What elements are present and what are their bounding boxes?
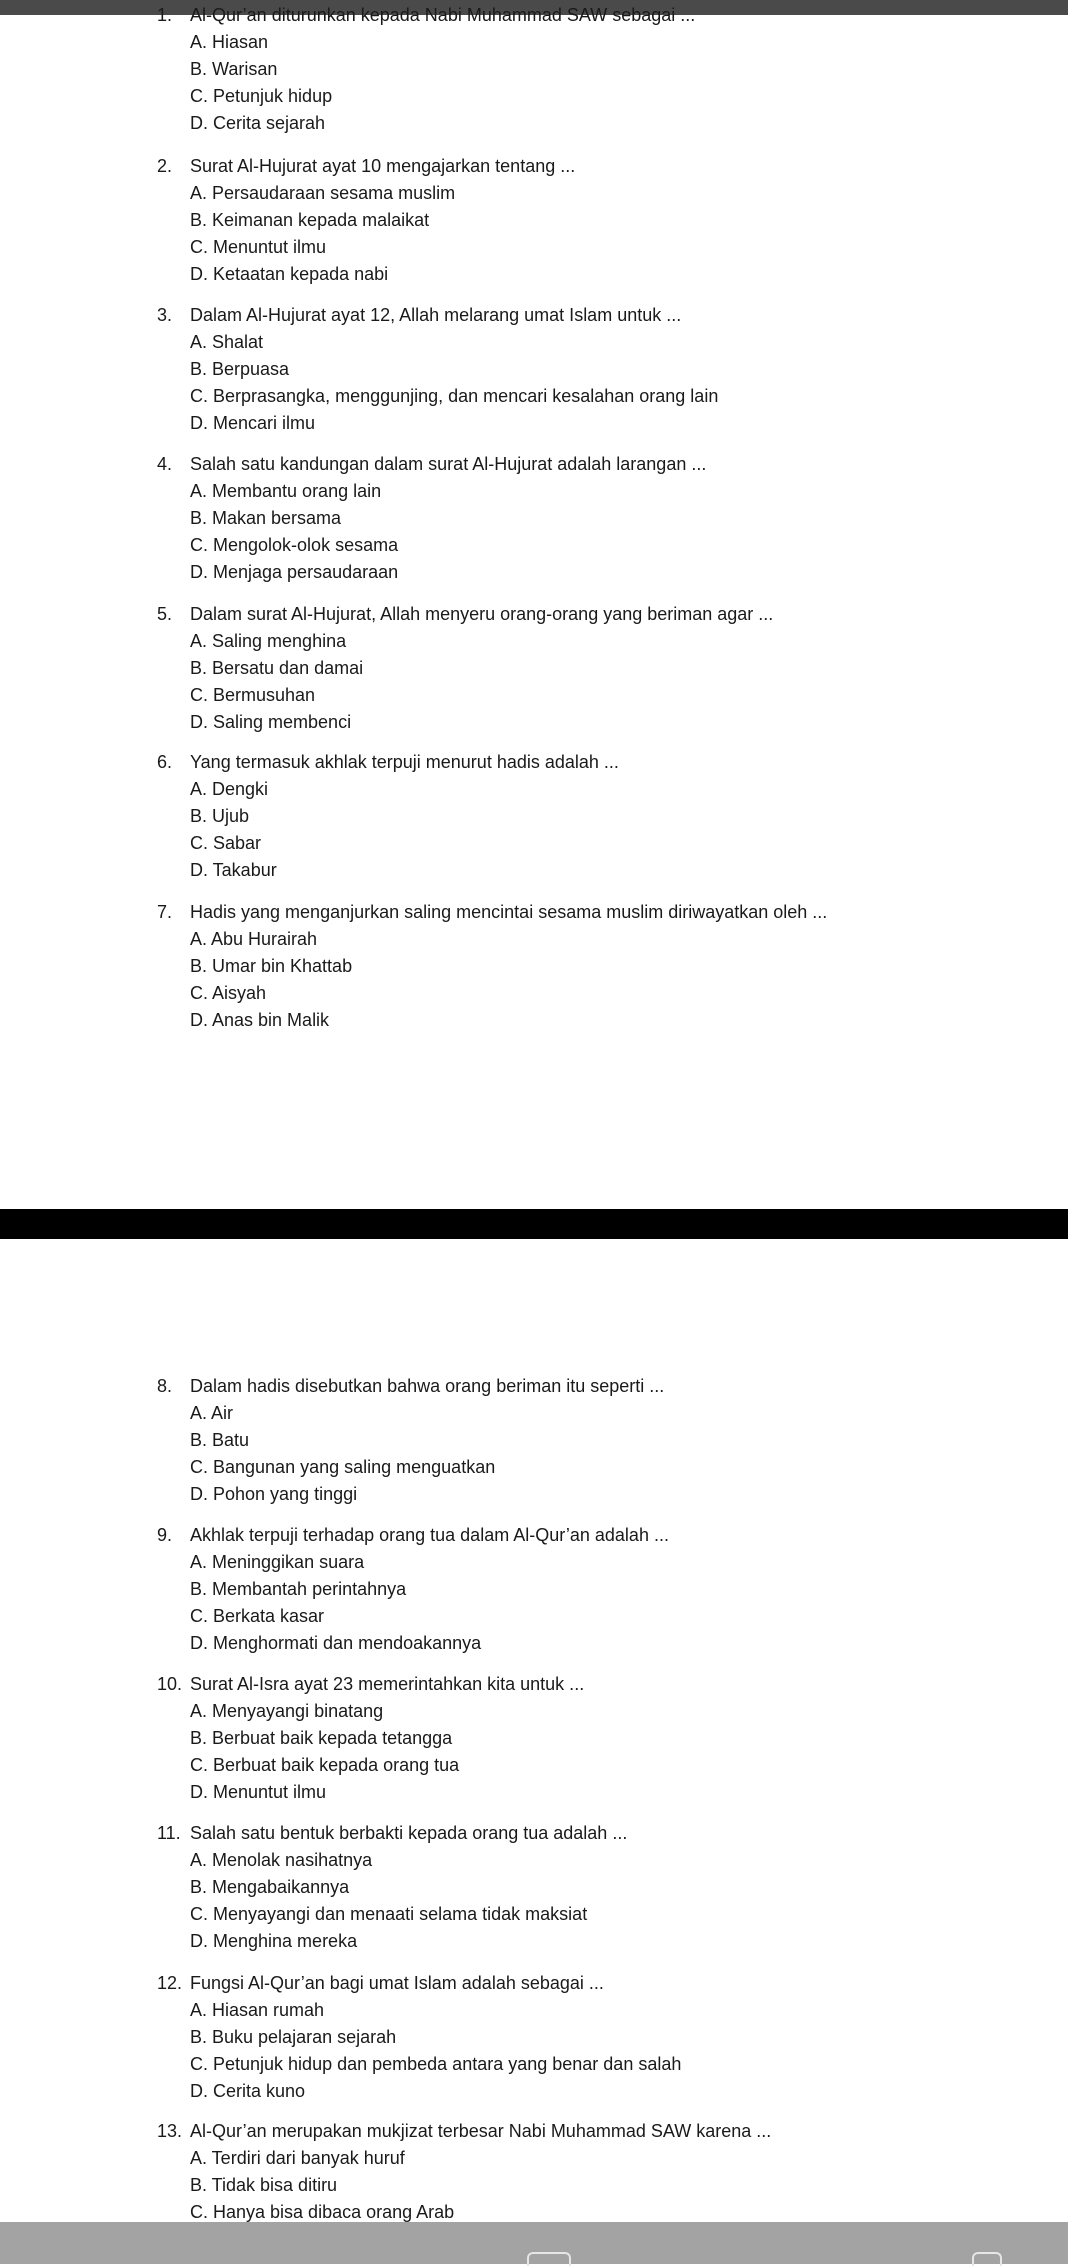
option-a: A. Menyayangi binatang [190,1701,384,1721]
question-number: 12. [157,1973,183,1993]
option-b: B. Tidak bisa ditiru [190,2175,338,2195]
option-c: C. Sabar [190,833,262,853]
question-prompt: Dalam hadis disebutkan bahwa orang beriman itu seperti ... [190,1376,665,1396]
option-a: A. Menolak nasihatnya [190,1850,373,1870]
question-number: 1. [157,5,173,25]
question-number: 8. [157,1376,173,1396]
question-number: 13. [157,2121,183,2141]
option-c: C. Berbuat baik kepada orang tua [190,1755,460,1775]
option-d: D. Menjaga persaudaraan [190,562,399,582]
option-a: A. Membantu orang lain [190,481,382,501]
question-number: 7. [157,902,173,922]
question-number: 4. [157,454,173,474]
option-c: C. Petunjuk hidup [190,86,333,106]
question-prompt: Yang termasuk akhlak terpuji menurut hadis adalah ... [190,752,619,772]
question-prompt: Al-Qur’an diturunkan kepada Nabi Muhammad SAW sebagai ... [190,5,696,25]
option-a: A. Abu Hurairah [190,929,318,949]
option-c: C. Berprasangka, menggunjing, dan mencari kesalahan orang lain [190,386,719,406]
question-text [157,451,1037,478]
question-text [157,1671,1037,1698]
option-d: D. Menghina mereka [190,1931,358,1951]
question-text [157,2118,1037,2145]
question-2 [157,153,1037,288]
option-d: D. Saling membenci [190,712,352,732]
question-9 [157,1522,1037,1657]
question-8 [157,1373,1037,1508]
option-a: A. Dengki [190,779,269,799]
option-d: D. Pohon yang tinggi [190,1484,358,1504]
question-number: 10. [157,1674,183,1694]
question-10 [157,1671,1037,1806]
option-b: B. Makan bersama [190,508,342,528]
question-7 [157,899,1037,1034]
question-number: 5. [157,604,173,624]
option-b: B. Membantah perintahnya [190,1579,407,1599]
option-b: B. Warisan [190,59,278,79]
option-b: B. Ujub [190,806,250,826]
option-a: A. Persaudaraan sesama muslim [190,183,456,203]
option-b: B. Bersatu dan damai [190,658,364,678]
option-b: B. Umar bin Khattab [190,956,353,976]
option-d: D. Cerita kuno [190,2081,306,2101]
question-text [157,2,1037,29]
question-text [157,1522,1037,1549]
question-1 [157,2,1037,137]
option-c: C. Aisyah [190,983,267,1003]
option-b: B. Mengabaikannya [190,1877,350,1897]
option-c: C. Bermusuhan [190,685,316,705]
option-c: C. Mengolok-olok sesama [190,535,399,555]
option-d: D. Cerita sejarah [190,113,326,133]
question-prompt: Salah satu kandungan dalam surat Al-Hujurat adalah larangan ... [190,454,707,474]
option-a: A. Meninggikan suara [190,1552,365,1572]
option-a: A. Hiasan rumah [190,2000,325,2020]
question-4 [157,451,1037,586]
question-12 [157,1970,1037,2105]
question-text [157,749,1037,776]
question-prompt: Hadis yang menganjurkan saling mencintai sesama muslim diriwayatkan oleh ... [190,902,828,922]
question-text [157,302,1037,329]
question-text [157,601,1037,628]
option-c: C. Berkata kasar [190,1606,325,1626]
question-prompt: Akhlak terpuji terhadap orang tua dalam Al-Qur’an adalah ... [190,1525,669,1545]
option-c: C. Menuntut ilmu [190,237,327,257]
option-a: A. Saling menghina [190,631,347,651]
question-text [157,899,1037,926]
option-c: C. Bangunan yang saling menguatkan [190,1457,496,1477]
option-c: C. Petunjuk hidup dan pembeda antara yang benar dan salah [190,2054,682,2074]
question-text [157,1820,1037,1847]
question-prompt: Salah satu bentuk berbakti kepada orang tua adalah ... [190,1823,628,1843]
question-number: 3. [157,305,173,325]
option-a: A. Air [190,1403,234,1423]
question-number: 2. [157,156,173,176]
question-text [157,1373,1037,1400]
option-d: D. Takabur [190,860,277,880]
page-break-bar [0,1209,1068,1239]
question-prompt: Al-Qur’an merupakan mukjizat terbesar Nabi Muhammad SAW karena ... [190,2121,772,2141]
question-number: 6. [157,752,173,772]
question-11 [157,1820,1037,1955]
question-3 [157,302,1037,437]
option-d: D. Menuntut ilmu [190,1782,327,1802]
option-c: C. Menyayangi dan menaati selama tidak maksiat [190,1904,588,1924]
question-number: 9. [157,1525,173,1545]
question-prompt: Surat Al-Hujurat ayat 10 mengajarkan tentang ... [190,156,576,176]
question-6 [157,749,1037,884]
question-number: 11. [157,1823,181,1843]
option-d: D. Menghormati dan mendoakannya [190,1633,482,1653]
question-prompt: Dalam Al-Hujurat ayat 12, Allah melarang umat Islam untuk ... [190,305,682,325]
option-d: D. Mencari ilmu [190,413,316,433]
question-text [157,153,1037,180]
bottom-navigation-bar [0,2222,1068,2264]
option-b: B. Keimanan kepada malaikat [190,210,430,230]
question-text [157,1970,1037,1997]
question-prompt: Fungsi Al-Qur’an bagi umat Islam adalah sebagai ... [190,1973,604,1993]
option-d: D. Ketaatan kepada nabi [190,264,389,284]
question-prompt: Dalam surat Al-Hujurat, Allah menyeru orang-orang yang beriman agar ... [190,604,774,624]
option-b: B. Batu [190,1430,250,1450]
option-b: B. Buku pelajaran sejarah [190,2027,397,2047]
option-a: A. Hiasan [190,32,269,52]
option-a: A. Shalat [190,332,264,352]
question-prompt: Surat Al-Isra ayat 23 memerintahkan kita untuk ... [190,1674,585,1694]
option-a: A. Terdiri dari banyak huruf [190,2148,405,2168]
option-b: B. Berpuasa [190,359,290,379]
option-d: D. Anas bin Malik [190,1010,330,1030]
option-c: C. Hanya bisa dibaca orang Arab [190,2202,455,2222]
question-5 [157,601,1037,736]
option-b: B. Berbuat baik kepada tetangga [190,1728,453,1748]
